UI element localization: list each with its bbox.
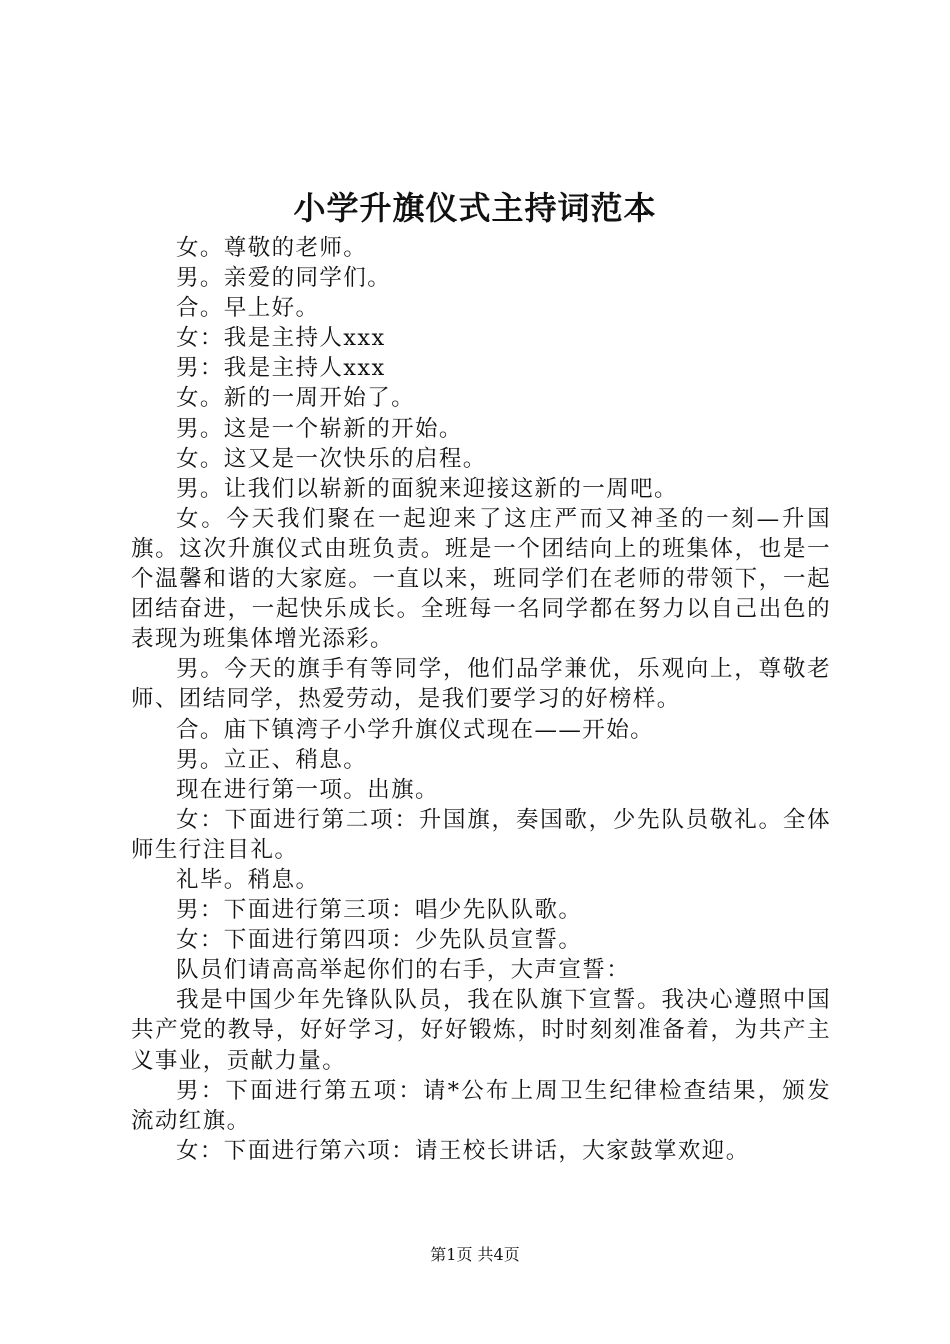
- paragraph: 男：下面进行第三项：唱少先队队歌。: [176, 897, 583, 924]
- paragraph: 女：下面进行第四项：少先队员宣誓。: [176, 927, 583, 954]
- paragraph: 女。尊敬的老师。: [176, 235, 368, 261]
- paragraph: 女：下面进行第二项：升国旗，奏国歌，少先队员敬礼。全体师生行注目礼。: [131, 806, 831, 863]
- paragraph: 男。今天的旗手有等同学，他们品学兼优，乐观向上，尊敬老师、团结同学，热爱劳动，是我们要学习的好榜样。: [131, 656, 831, 713]
- paragraph: 男。让我们以崭新的面貌来迎接这新的一周吧。: [176, 475, 678, 502]
- document-body: [131, 233, 831, 1166]
- paragraph: 现在进行第一项。出旗。: [176, 776, 439, 803]
- paragraph: 女。这又是一次快乐的启程。: [176, 445, 487, 472]
- paragraph: 合。庙下镇湾子小学升旗仪式现在——开始。: [176, 716, 655, 743]
- paragraph: 男。亲爱的同学们。: [176, 265, 392, 292]
- paragraph: 合。早上好。: [176, 295, 320, 322]
- paragraph: 礼毕。稍息。: [176, 866, 320, 893]
- paragraph: 男。立正、稍息。: [176, 746, 368, 773]
- paragraph: 女：我是主持人xxx: [176, 325, 386, 352]
- document-title: 小学升旗仪式主持词范本: [293, 189, 657, 227]
- paragraph: 女。今天我们聚在一起迎来了这庄严而又神圣的一刻—升国旗。这次升旗仪式由班负责。班是一个团结向上的班集体，也是一个温馨和谐的大家庭。一直以来，班同学们在老师的带领下，一起团结奋进，一起快乐成长。全班每一名同学都在努力以自己出色的表现为班集体增光添彩。: [131, 505, 831, 653]
- page-footer: 第1页 共4页: [430, 1245, 520, 1264]
- paragraph: 男：我是主持人xxx: [176, 355, 386, 382]
- paragraph: 女：下面进行第六项：请王校长讲话，大家鼓掌欢迎。: [176, 1137, 750, 1164]
- paragraph: 男。这是一个崭新的开始。: [176, 415, 463, 442]
- paragraph: 男：下面进行第五项：请*公布上周卫生纪律检查结果，颁发流动红旗。: [131, 1077, 831, 1134]
- paragraph: 女。新的一周开始了。: [176, 385, 416, 412]
- paragraph: 队员们请高高举起你们的右手，大声宣誓：: [176, 957, 631, 984]
- paragraph: 我是中国少年先锋队队员，我在队旗下宣誓。我决心遵照中国共产党的教导，好好学习，好好锻炼，时时刻刻准备着，为共产主义事业，贡献力量。: [131, 987, 831, 1074]
